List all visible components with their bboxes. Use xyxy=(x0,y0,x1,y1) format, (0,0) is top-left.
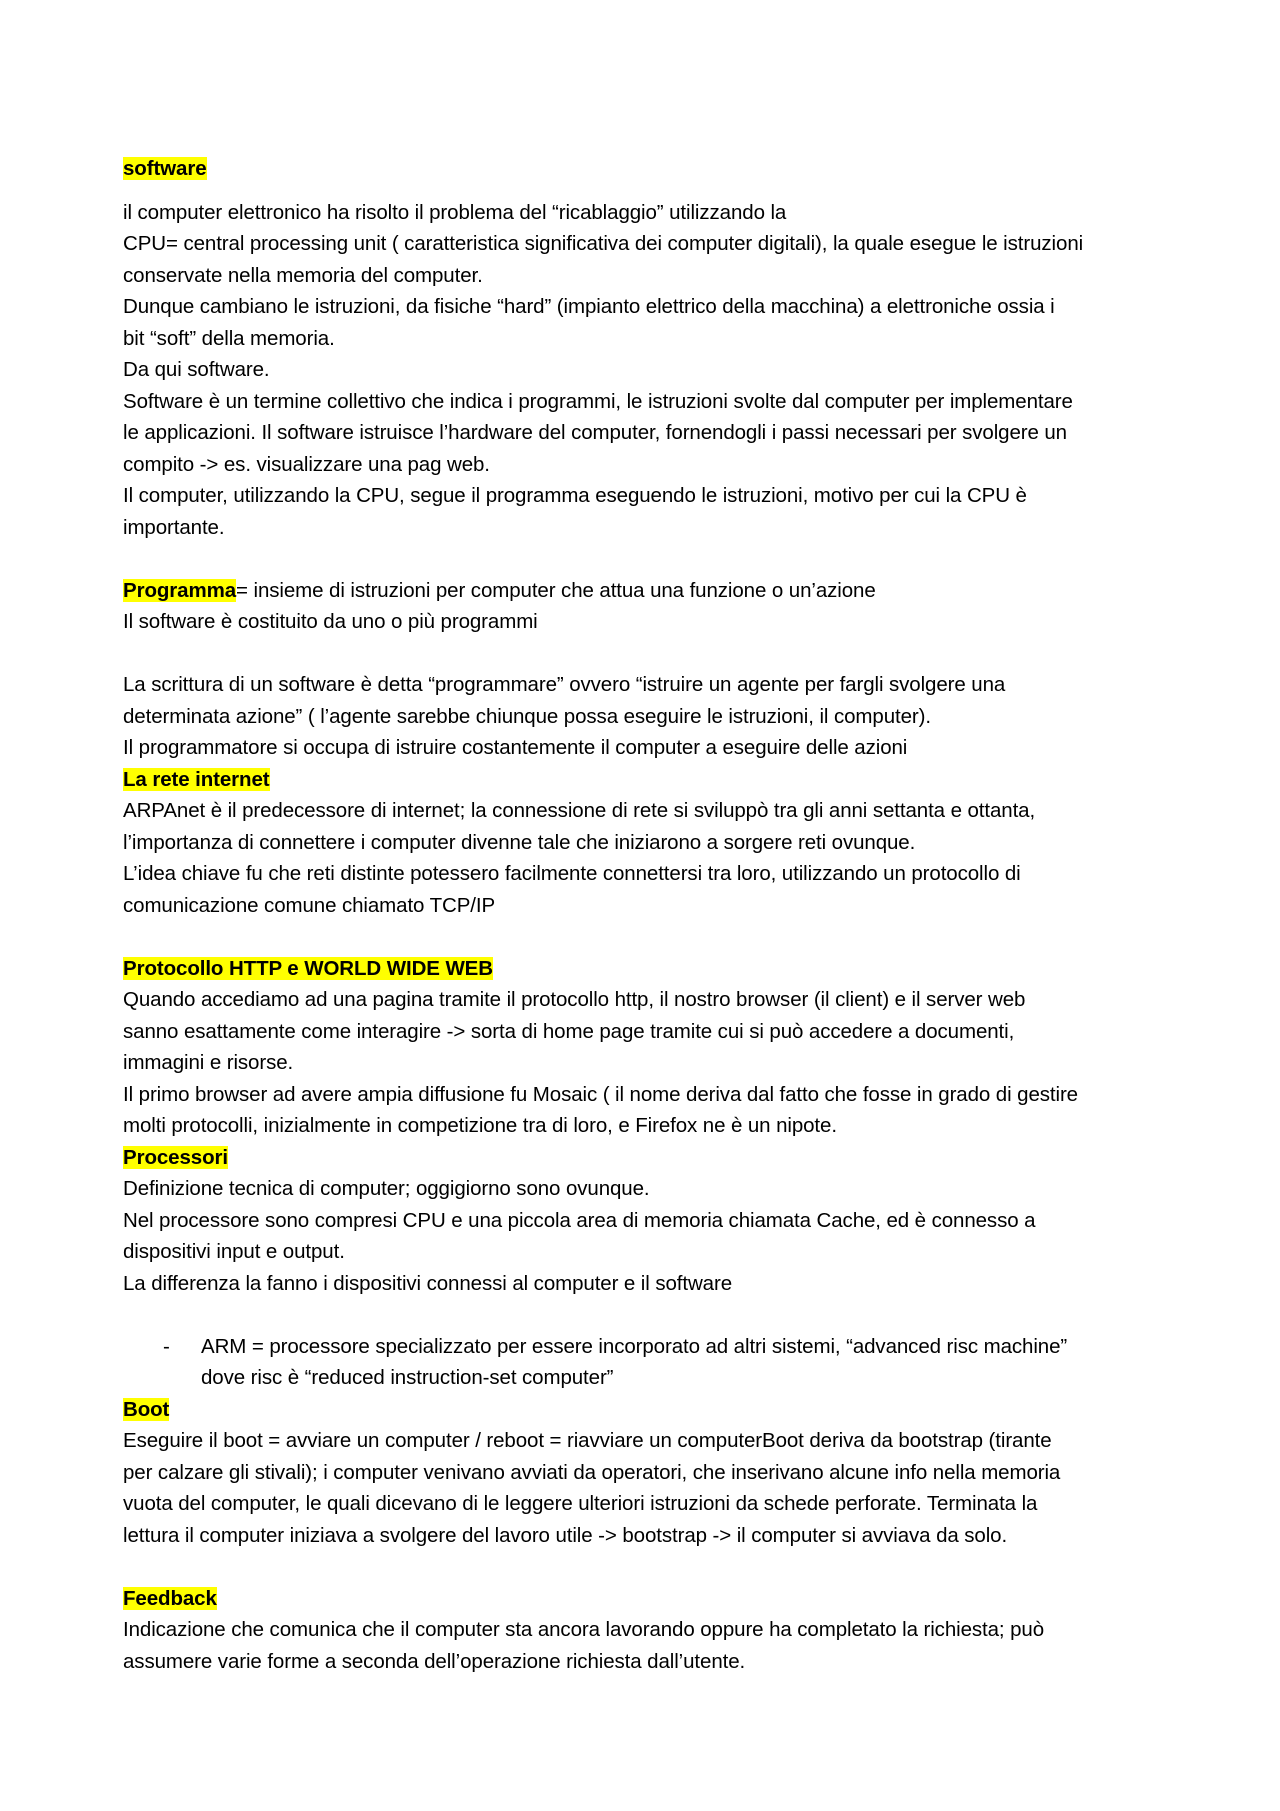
paragraph-line: molti protocolli, inizialmente in competizione tra di loro, e Firefox ne è un nipote. xyxy=(123,1114,837,1137)
paragraph-line: L’idea chiave fu che reti distinte potessero facilmente connettersi tra loro, utilizzando un protocollo di xyxy=(123,862,1021,885)
paragraph-line: Il software è costituito da uno o più programmi xyxy=(123,610,538,633)
paragraph-line: immagini e risorse. xyxy=(123,1051,294,1074)
heading-processori: Processori xyxy=(123,1145,228,1169)
document-page xyxy=(123,153,1173,1677)
heading-programma: Programma= insieme di istruzioni per computer che attua una funzione o un’azione xyxy=(123,578,876,602)
paragraph-line: Indicazione che comunica che il computer sta ancora lavorando oppure ha completato la richiesta; può xyxy=(123,1618,1045,1641)
heading-rete-internet: La rete internet xyxy=(123,767,270,791)
paragraph-line: l’importanza di connettere i computer divenne tale che iniziarono a sorgere reti ovunque. xyxy=(123,830,916,854)
paragraph-line: compito -> es. visualizzare una pag web. xyxy=(123,452,490,476)
paragraph-line: Eseguire il boot = avviare un computer / reboot = riavviare un computerBoot deriva da bootstrap (tirante xyxy=(123,1429,1052,1452)
paragraph-line: Nel processore sono compresi CPU e una piccola area di memoria chiamata Cache, ed è connesso a xyxy=(123,1208,1036,1232)
heading-protocollo-http: Protocollo HTTP e WORLD WIDE WEB xyxy=(123,956,493,980)
paragraph-line: Il primo browser ad avere ampia diffusione fu Mosaic ( il nome deriva dal fatto che fosse in grado di gestire xyxy=(123,1082,1078,1106)
paragraph-line: vuota del computer, le quali dicevano di le leggere ulteriori istruzioni da schede perforate. Terminata la xyxy=(123,1492,1038,1515)
list-item xyxy=(123,1331,1173,1363)
paragraph-line: il computer elettronico ha risolto il problema del “ricablaggio” utilizzando la xyxy=(123,200,787,224)
paragraph-line: Definizione tecnica di computer; oggigiorno sono ovunque. xyxy=(123,1177,650,1200)
list-item-text: ARM = processore specializzato per essere incorporato ad altri sistemi, “advanced risc machine” xyxy=(201,1334,1068,1358)
paragraph-line: Dunque cambiano le istruzioni, da fisiche “hard” (impianto elettrico della macchina) a elettroniche ossia i xyxy=(123,295,1055,318)
paragraph-line: dispositivi input e output. xyxy=(123,1240,345,1263)
paragraph-line: Da qui software. xyxy=(123,358,270,381)
paragraph-line: assumere varie forme a seconda dell’operazione richiesta dall’utente. xyxy=(123,1649,746,1673)
paragraph-line: importante. xyxy=(123,515,225,539)
paragraph-line: sanno esattamente come interagire -> sorta di home page tramite cui si può accedere a documenti, xyxy=(123,1019,1015,1043)
heading-feedback: Feedback xyxy=(123,1586,217,1610)
paragraph-line: bit “soft” della memoria. xyxy=(123,326,335,350)
bullet-dash-icon: - xyxy=(163,1334,170,1358)
paragraph-line: Il programmatore si occupa di istruire costantemente il computer a eseguire delle azioni xyxy=(123,736,908,759)
paragraph-line: Il computer, utilizzando la CPU, segue il programma eseguendo le istruzioni, motivo per cui la CPU è xyxy=(123,484,1027,507)
paragraph-line: Software è un termine collettivo che indica i programmi, le istruzioni svolte dal computer per implementare xyxy=(123,389,1073,413)
paragraph-line: La differenza la fanno i dispositivi connessi al computer e il software xyxy=(123,1271,732,1295)
paragraph-line: conservate nella memoria del computer. xyxy=(123,263,483,287)
heading-boot: Boot xyxy=(123,1397,170,1421)
paragraph-line: lettura il computer iniziava a svolgere del lavoro utile -> bootstrap -> il computer si avviava da solo. xyxy=(123,1523,1008,1547)
paragraph-line: comunicazione comune chiamato TCP/IP xyxy=(123,893,496,917)
paragraph-line: le applicazioni. Il software istruisce l’hardware del computer, fornendogli i passi necessari per svolgere un xyxy=(123,421,1067,444)
list-item-continuation: dove risc è “reduced instruction-set computer” xyxy=(201,1366,614,1389)
paragraph-line: Quando accediamo ad una pagina tramite il protocollo http, il nostro browser (il client) e il server web xyxy=(123,988,1026,1011)
paragraph-line: per calzare gli stivali); i computer venivano avviati da operatori, che inserivano alcune info nella memoria xyxy=(123,1460,1061,1484)
paragraph-line: determinata azione” ( l’agente sarebbe chiunque possa eseguire le istruzioni, il computer). xyxy=(123,704,931,728)
paragraph-line: ARPAnet è il predecessore di internet; la connessione di rete si sviluppò tra gli anni settanta e ottanta, xyxy=(123,799,1036,822)
heading-software: software xyxy=(123,157,207,180)
programma-definition: = insieme di istruzioni per computer che attua una funzione o un’azione xyxy=(236,578,876,602)
paragraph-line: La scrittura di un software è detta “programmare” ovvero “istruire un agente per fargli svolgere una xyxy=(123,673,1006,696)
paragraph-line: CPU= central processing unit ( caratteristica significativa dei computer digitali), la quale esegue le istruzioni xyxy=(123,232,1084,255)
